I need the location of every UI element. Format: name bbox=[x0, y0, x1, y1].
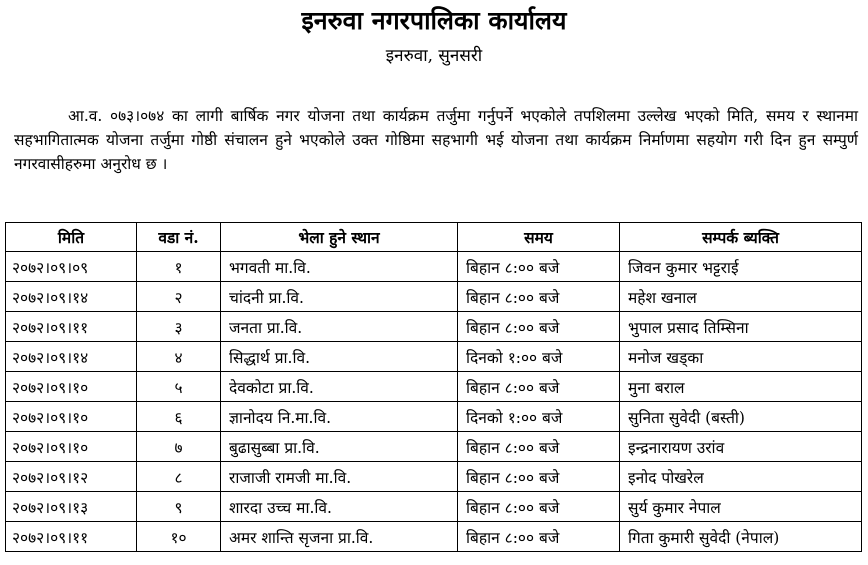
cell-ward: ६ bbox=[137, 402, 221, 432]
cell-date: २०७२।०९।१० bbox=[6, 432, 137, 462]
cell-venue: ज्ञानोदय नि.मा.वि. bbox=[221, 402, 458, 432]
cell-ward: ५ bbox=[137, 372, 221, 402]
cell-contact-person: इनोद पोखरेल bbox=[620, 462, 862, 492]
office-title: इनरुवा नगरपालिका कार्यालय bbox=[301, 6, 567, 35]
cell-contact-person: मुना बराल bbox=[620, 372, 862, 402]
cell-ward: १० bbox=[137, 522, 221, 552]
cell-venue: बुढासुब्बा प्रा.वि. bbox=[221, 432, 458, 462]
cell-contact-person: इन्द्रनारायण उरांव bbox=[620, 432, 862, 462]
cell-contact-person: गिता कुमारी सुवेदी (नेपाल) bbox=[620, 522, 862, 552]
cell-time: दिनको १:०० बजे bbox=[458, 342, 620, 372]
cell-time: बिहान ८:०० बजे bbox=[458, 462, 620, 492]
cell-time: बिहान ८:०० बजे bbox=[458, 522, 620, 552]
table-row bbox=[6, 342, 862, 372]
cell-ward: ३ bbox=[137, 312, 221, 342]
cell-date: २०७२।०९।०९ bbox=[6, 252, 137, 282]
header-ward: वडा नं. bbox=[137, 223, 221, 252]
cell-contact-person: सुर्य कुमार नेपाल bbox=[620, 492, 862, 522]
cell-contact-person: भुपाल प्रसाद तिम्सिना bbox=[620, 312, 862, 342]
cell-venue: जनता प्रा.वि. bbox=[221, 312, 458, 342]
cell-time: बिहान ८:०० बजे bbox=[458, 312, 620, 342]
cell-date: २०७२।०९।११ bbox=[6, 312, 137, 342]
table-row bbox=[6, 282, 862, 312]
cell-contact-person: महेश खनाल bbox=[620, 282, 862, 312]
header-date: मिति bbox=[6, 223, 137, 252]
cell-venue: सिद्धार्थ प्रा.वि. bbox=[221, 342, 458, 372]
cell-ward: ८ bbox=[137, 462, 221, 492]
cell-contact-person: जिवन कुमार भट्टराई bbox=[620, 252, 862, 282]
header-venue: भेला हुने स्थान bbox=[221, 223, 458, 252]
cell-venue: चांदनी प्रा.वि. bbox=[221, 282, 458, 312]
cell-contact-person: सुनिता सुवेदी (बस्ती) bbox=[620, 402, 862, 432]
cell-time: बिहान ८:०० बजे bbox=[458, 492, 620, 522]
cell-date: २०७२।०९।१० bbox=[6, 372, 137, 402]
table-row bbox=[6, 462, 862, 492]
header-time: समय bbox=[458, 223, 620, 252]
cell-venue: भगवती मा.वि. bbox=[221, 252, 458, 282]
cell-venue: राजाजी रामजी मा.वि. bbox=[221, 462, 458, 492]
cell-venue: शारदा उच्च मा.वि. bbox=[221, 492, 458, 522]
cell-contact-person: मनोज खड्का bbox=[620, 342, 862, 372]
cell-ward: ९ bbox=[137, 492, 221, 522]
cell-ward: १ bbox=[137, 252, 221, 282]
cell-time: बिहान ८:०० बजे bbox=[458, 432, 620, 462]
cell-time: बिहान ८:०० बजे bbox=[458, 372, 620, 402]
table-row bbox=[6, 402, 862, 432]
table-row bbox=[6, 522, 862, 552]
cell-time: दिनको १:०० बजे bbox=[458, 402, 620, 432]
cell-ward: २ bbox=[137, 282, 221, 312]
table-row bbox=[6, 492, 862, 522]
cell-date: २०७२।०९।१४ bbox=[6, 282, 137, 312]
cell-ward: ४ bbox=[137, 342, 221, 372]
cell-date: २०७२।०९।१२ bbox=[6, 462, 137, 492]
cell-date: २०७२।०९।१४ bbox=[6, 342, 137, 372]
cell-ward: ७ bbox=[137, 432, 221, 462]
table-header-row bbox=[6, 223, 862, 252]
header-contact-person: सम्पर्क ब्यक्ति bbox=[620, 223, 862, 252]
table-row bbox=[6, 312, 862, 342]
cell-date: २०७२।०९।१३ bbox=[6, 492, 137, 522]
cell-date: २०७२।०९।१० bbox=[6, 402, 137, 432]
cell-time: बिहान ८:०० बजे bbox=[458, 282, 620, 312]
cell-time: बिहान ८:०० बजे bbox=[458, 252, 620, 282]
table-row bbox=[6, 252, 862, 282]
table-row bbox=[6, 432, 862, 462]
cell-date: २०७२।०९।११ bbox=[6, 522, 137, 552]
office-location: इनरुवा, सुनसरी bbox=[385, 46, 483, 66]
cell-venue: देवकोटा प्रा.वि. bbox=[221, 372, 458, 402]
notice-paragraph: आ.व. ०७३।०७४ का लागी बार्षिक नगर योजना तथा कार्यक्रम तर्जुमा गर्नुपर्ने भएकोले तपशिलमा उल्लेख भएको मिति, समय र स्थानमा सहभागितात्मक योजना तर्जुमा गोष्ठी संचालन हुने भएकोले उक्त गोष्ठिमा सहभागी भई योजना तथा कार्यक्रम निर्माणमा सहयोग गरी दिन हुन सम्पुर्ण नगरवासीहरुमा अनुरोध छ । bbox=[14, 107, 858, 173]
schedule-table bbox=[5, 222, 862, 552]
cell-venue: अमर शान्ति सृजना प्रा.वि. bbox=[221, 522, 458, 552]
table-row bbox=[6, 372, 862, 402]
